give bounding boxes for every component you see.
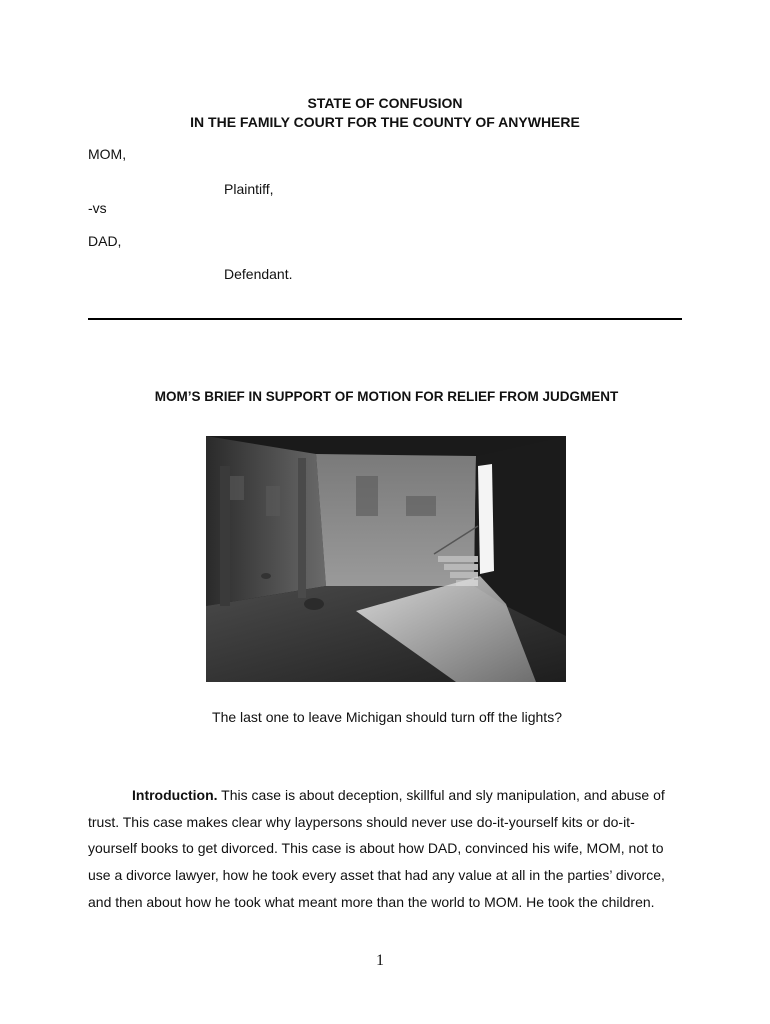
abandoned-building-photo [206,436,566,682]
page-number: 1 [376,952,384,969]
defendant-name: DAD, [88,233,122,249]
plaintiff-role: Plaintiff, [224,181,274,197]
introduction-text: This case is about deception, skillful and sly manipulation, and abuse of trust. This case makes clear why laypersons should never use do-it-yourself kits or do-it-yourself books to get divorced. This case is about how DAD, convinced his wife, MOM, not to use a divorce lawyer, how he took every asset that had any value at all in the parties’ divorce, and then about how he took what meant more than the world to MOM. He took the children. [88,787,665,910]
photo-caption: The last one to leave Michigan should turn off the lights? [212,709,562,725]
court-heading: IN THE FAMILY COURT FOR THE COUNTY OF ANYWHERE [190,114,580,130]
state-heading: STATE OF CONFUSION [307,95,463,111]
versus-text: -vs [88,200,107,216]
plaintiff-name: MOM, [88,146,127,162]
brief-title: MOM’S BRIEF IN SUPPORT OF MOTION FOR RELIEF FROM JUDGMENT [154,389,619,404]
introduction-heading: Introduction. [132,787,218,803]
caption-divider [88,318,682,320]
defendant-role: Defendant. [224,266,293,282]
introduction-paragraph [88,782,682,916]
